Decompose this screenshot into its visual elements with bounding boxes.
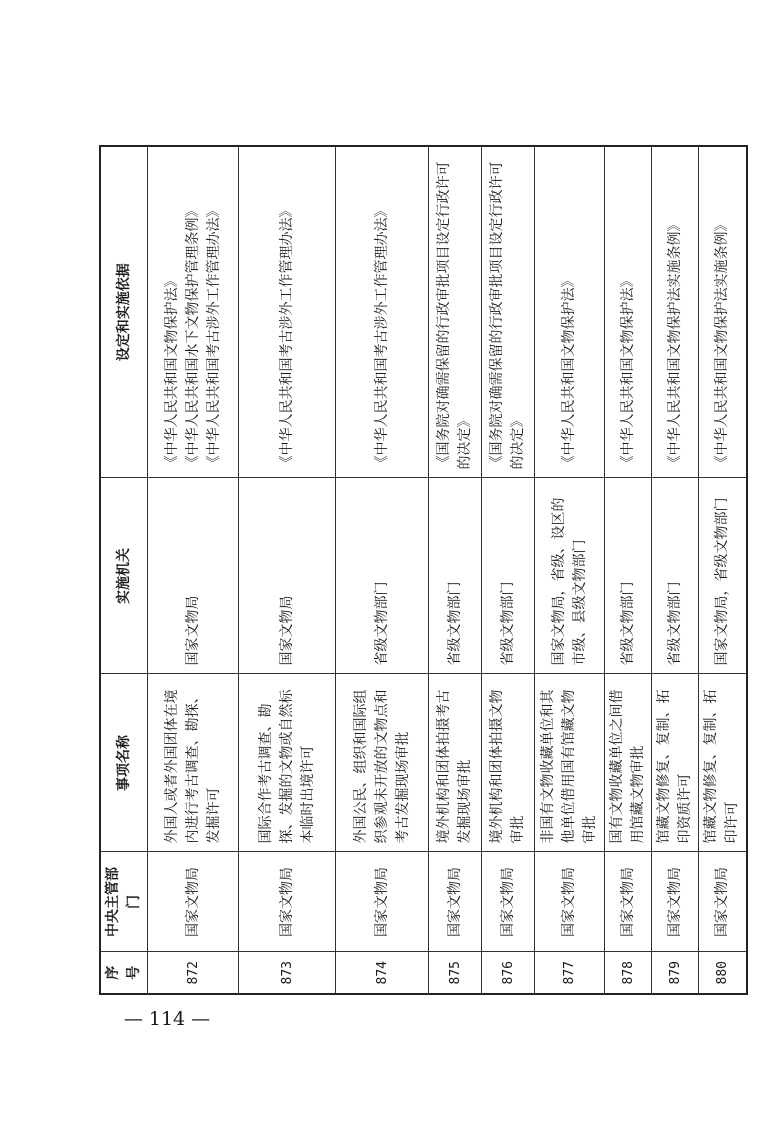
cell-agency: 国家文物局，省级、设区的市级、县级文物部门 <box>535 478 605 674</box>
cell-seq: 878 <box>605 952 652 994</box>
header-item: 事项名称 <box>100 674 148 852</box>
cell-agency: 省级文物部门 <box>482 478 535 674</box>
cell-agency: 省级文物部门 <box>336 478 429 674</box>
rotated-table-wrapper <box>99 147 741 995</box>
cell-item: 外国人或者外国团体在境内进行考古调查、勘探、发掘许可 <box>148 674 239 852</box>
cell-basis <box>336 146 429 478</box>
table-header-row <box>100 146 148 994</box>
cell-basis <box>605 146 652 478</box>
cell-basis <box>429 146 482 478</box>
table-row <box>148 146 239 994</box>
cell-dept: 国家文物局 <box>652 852 699 952</box>
basis-line: 《中华人民共和国考古涉外工作管理办法》 <box>205 203 222 470</box>
cell-dept: 国家文物局 <box>429 852 482 952</box>
cell-seq: 880 <box>699 952 747 994</box>
cell-seq: 877 <box>535 952 605 994</box>
header-dept: 中央主管部门 <box>100 852 148 952</box>
cell-basis <box>652 146 699 478</box>
basis-line: 《国务院对确需保留的行政审批项目设定行政许可的决定》 <box>436 161 473 470</box>
cell-agency: 省级文物部门 <box>429 478 482 674</box>
cell-item: 外国公民、组织和国际组织参观未开放的文物点和考古发掘现场审批 <box>336 674 429 852</box>
cell-dept: 国家文物局 <box>148 852 239 952</box>
cell-seq: 879 <box>652 952 699 994</box>
table-row <box>336 146 429 994</box>
table-row <box>482 146 535 994</box>
cell-seq: 874 <box>336 952 429 994</box>
cell-item: 馆藏文物修复、复制、拓印资质许可 <box>652 674 699 852</box>
cell-seq: 872 <box>148 952 239 994</box>
header-seq: 序号 <box>100 952 148 994</box>
cell-dept: 国家文物局 <box>699 852 747 952</box>
cell-basis <box>482 146 535 478</box>
basis-line: 《中华人民共和国文物保护法》 <box>561 273 577 470</box>
cell-basis <box>699 146 747 478</box>
table-row <box>535 146 605 994</box>
basis-line: 《中华人民共和国文物保护法实施条例》 <box>713 217 730 470</box>
cell-basis <box>239 146 336 478</box>
cell-item: 非国有文物收藏单位和其他单位借用国有馆藏文物审批 <box>535 674 605 852</box>
cell-seq: 876 <box>482 952 535 994</box>
cell-seq: 875 <box>429 952 482 994</box>
page-number: — 114 — <box>123 1008 211 1030</box>
cell-item: 境外机构和团体拍摄考古发掘现场审批 <box>429 674 482 852</box>
header-agency: 实施机关 <box>100 478 148 674</box>
table-row <box>699 146 747 994</box>
basis-line: 《中华人民共和国水下文物保护管理条例》 <box>184 203 201 470</box>
basis-line: 《中华人民共和国文物保护法实施条例》 <box>666 217 683 470</box>
cell-dept: 国家文物局 <box>605 852 652 952</box>
table-row <box>652 146 699 994</box>
cell-item: 国有文物收藏单位之间借用馆藏文物审批 <box>605 674 652 852</box>
cell-basis <box>535 146 605 478</box>
cell-agency: 省级文物部门 <box>652 478 699 674</box>
table-row <box>239 146 336 994</box>
basis-line: 《国务院对确需保留的行政审批项目设定行政许可的决定》 <box>489 161 526 470</box>
cell-dept: 国家文物局 <box>535 852 605 952</box>
cell-agency: 国家文物局 <box>239 478 336 674</box>
basis-line: 《中华人民共和国考古涉外工作管理办法》 <box>373 203 390 470</box>
cell-dept: 国家文物局 <box>336 852 429 952</box>
cell-item: 国际合作考古调查、勘探、发掘的文物或自然标本临时出境许可 <box>239 674 336 852</box>
cell-dept: 国家文物局 <box>239 852 336 952</box>
table-row <box>429 146 482 994</box>
cell-seq: 873 <box>239 952 336 994</box>
cell-item: 境外机构和团体拍摄文物审批 <box>482 674 535 852</box>
basis-line: 《中华人民共和国文物保护法》 <box>163 273 180 470</box>
cell-agency: 省级文物部门 <box>605 478 652 674</box>
cell-basis <box>148 146 239 478</box>
cell-agency: 国家文物局，省级文物部门 <box>699 478 747 674</box>
approval-items-table <box>99 145 748 995</box>
cell-item: 馆藏文物修复、复制、拓印许可 <box>699 674 747 852</box>
cell-dept: 国家文物局 <box>482 852 535 952</box>
basis-line: 《中华人民共和国考古涉外工作管理办法》 <box>278 203 295 470</box>
basis-line: 《中华人民共和国文物保护法》 <box>619 273 636 470</box>
header-basis: 设定和实施依据 <box>100 146 148 478</box>
table-row <box>605 146 652 994</box>
cell-agency: 国家文物局 <box>148 478 239 674</box>
